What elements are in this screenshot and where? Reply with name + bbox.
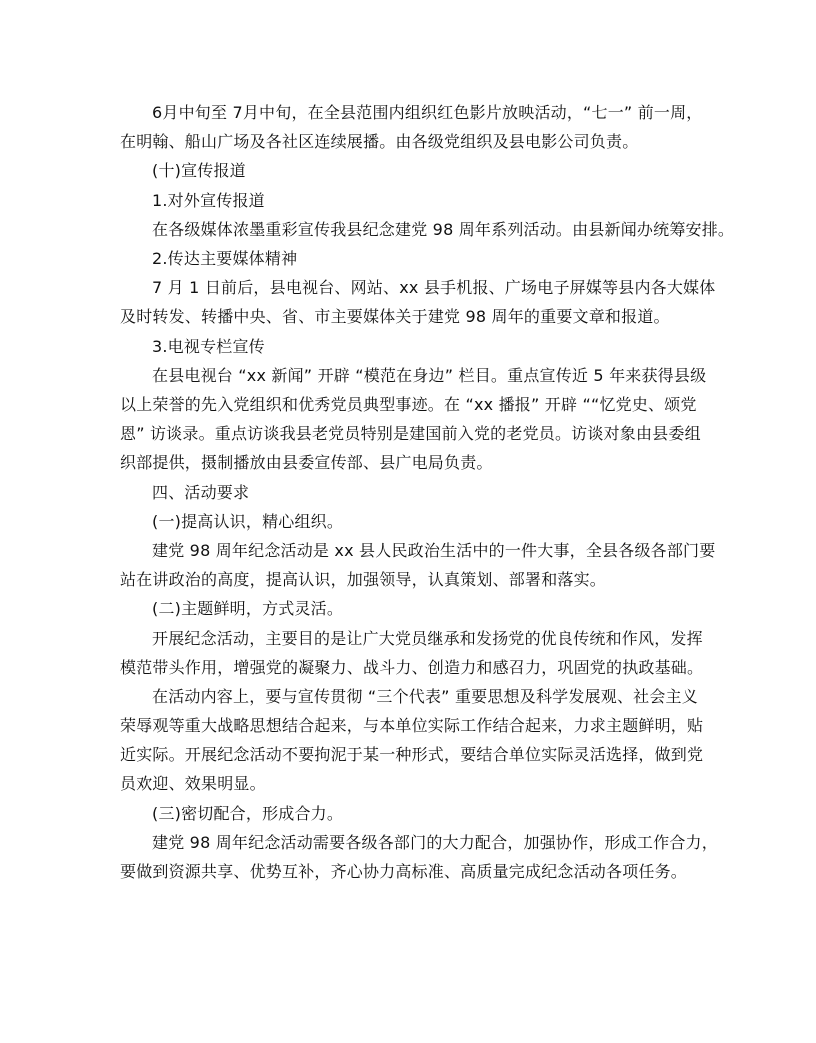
paragraph [120, 799, 720, 828]
paragraph-line: (二)主题鲜明，方式灵活。 [152, 599, 344, 619]
paragraph-line: 恩” 访谈录。重点访谈我县老党员特别是建国前入党的老党员。访谈对象由县委组 [120, 423, 701, 443]
paragraph-line: 7 月 1 日前后，县电视台、网站、xx 县手机报、广场电子屏媒等县内各大媒体 [152, 278, 716, 298]
paragraph [120, 682, 720, 798]
paragraph [120, 273, 720, 331]
paragraph-line: 要做到资源共享、优势互补，齐心协力高标准、高质量完成纪念活动各项任务。 [120, 862, 688, 881]
paragraph-line: 1.对外宣传报道 [152, 190, 265, 210]
paragraph-line: 在各级媒体浓墨重彩宣传我县纪念建党 98 周年系列活动。由县新闻办统筹安排。 [152, 219, 735, 239]
paragraph [120, 156, 720, 185]
paragraph-line: 织部提供，摄制播放由县委宣传部、县广电局负责。 [120, 452, 493, 472]
paragraph-line: 建党 98 周年纪念活动需要各级各部门的大力配合，加强协作，形成工作合力， [152, 833, 718, 852]
paragraph-line: (三)密切配合，形成合力。 [152, 803, 344, 823]
paragraph-line: 在县电视台 “xx 新闻” 开辟 “模范在身边” 栏目。重点宣传近 5 年来获得县级 [152, 365, 707, 385]
paragraph-line: 2.传达主要媒体精神 [152, 249, 298, 268]
paragraph-line: 3.电视专栏宣传 [152, 336, 265, 356]
paragraph [120, 186, 720, 215]
paragraph-line: 站在讲政治的高度，提高认识，加强领导，认真策划、部署和落实。 [120, 570, 607, 589]
paragraph-line: 在活动内容上，要与宣传贯彻 “三个代表” 重要思想及科学发展观、社会主义 [152, 687, 698, 706]
paragraph [120, 98, 720, 156]
paragraph-line: (一)提高认识，精心组织。 [152, 511, 344, 531]
paragraph-line: 建党 98 周年纪念活动是 xx 县人民政治生活中的一件大事，全县各级各部门要 [152, 541, 716, 560]
paragraph-line: 开展纪念活动，主要目的是让广大党员继承和发扬党的优良传统和作风，发挥 [152, 628, 703, 648]
paragraph [120, 332, 720, 361]
paragraph-line: (十)宣传报道 [152, 161, 246, 181]
paragraph [120, 828, 720, 886]
paragraph [120, 536, 720, 594]
paragraph [120, 215, 735, 244]
paragraph [120, 624, 720, 682]
paragraph [120, 478, 720, 507]
paragraph-line: 及时转发、转播中央、省、市主要媒体关于建党 98 周年的重要文章和报道。 [120, 307, 670, 327]
paragraph-line: 6月中旬至 7月中旬，在全县范围内组织红色影片放映活动，“七一” 前一周， [152, 103, 703, 122]
paragraph [120, 507, 720, 536]
paragraph [120, 244, 720, 273]
paragraph [120, 361, 720, 477]
paragraph [120, 594, 720, 623]
paragraph-line: 模范带头作用，增强党的凝聚力、战斗力、创造力和感召力，巩固党的执政基础。 [120, 657, 704, 677]
paragraph-line: 四、活动要求 [152, 482, 250, 502]
paragraph-line: 近实际。开展纪念活动不要拘泥于某一种形式，要结合单位实际灵活选择，做到党 [120, 745, 704, 764]
paragraph-line: 员欢迎、效果明显。 [120, 774, 266, 793]
paragraph-line: 以上荣誉的先入党组织和优秀党员典型事迹。在 “xx 播报” 开辟 ““忆党史、颂党 [120, 394, 697, 414]
paragraph-line: 在明翰、船山广场及各社区连续展播。由各级党组织及县电影公司负责。 [120, 132, 639, 151]
paragraph-line: 荣辱观等重大战略思想结合起来，与本单位实际工作结合起来，力求主题鲜明，贴 [120, 716, 704, 735]
